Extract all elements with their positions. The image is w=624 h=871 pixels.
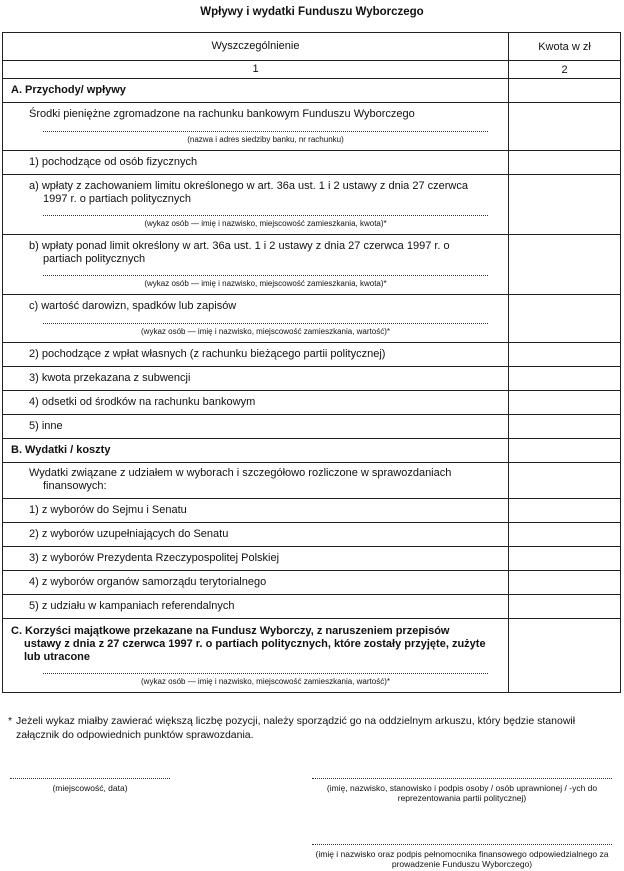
table-row [3,619,620,692]
amount-cell[interactable] [509,523,620,546]
header-amount: Kwota w zł [538,40,591,53]
amount-cell[interactable] [509,175,620,234]
footnote-mark: * [8,715,13,727]
fill-in-line[interactable] [43,323,488,324]
table-row [3,499,620,523]
section-b-heading: B. Wydatki / koszty [11,444,111,456]
financial-agent-signature-line[interactable] [312,844,612,845]
table-row [3,415,620,439]
row-caption: (wykaz osób — imię i nazwisko, miejscowość zamieszkania, kwota)* [144,219,387,228]
amount-cell[interactable] [509,547,620,570]
row-label: 5) inne [29,420,63,432]
row-label: c) wartość darowizn, spadków lub zapisów [29,300,237,312]
table-row [3,151,620,175]
table-number-row [3,61,620,79]
table-row [3,367,620,391]
table-row [3,103,620,151]
table-row [3,595,620,619]
row-caption: (wykaz osób — imię i nazwisko, miejscowość zamieszkania, wartość)* [141,327,390,336]
fill-in-line[interactable] [43,275,488,276]
table-row [3,523,620,547]
row-label: 1) pochodzące od osób fizycznych [29,156,198,168]
amount-cell[interactable] [509,295,620,342]
table-row [3,571,620,595]
amount-cell[interactable] [509,499,620,522]
footnote [8,714,618,742]
amount-cell[interactable] [509,571,620,594]
column-number-2: 2 [561,63,568,76]
row-label: 2) z wyborów uzupełniających do Senatu [29,528,229,540]
row-label: 3) kwota przekazana z subwencji [29,372,191,384]
table-row [3,439,620,463]
row-label: a) wpłaty z zachowaniem limitu określonego w art. 36a ust. 1 i 2 ustawy z dnia 27 czerwca 1997 r. o partiach politycznych [29,180,468,205]
row-label: 3) z wyborów Prezydenta Rzeczypospolitej Polskiej [29,552,280,564]
row-caption: (nazwa i adres siedziby banku, nr rachunku) [187,135,344,144]
amount-cell[interactable] [509,235,620,294]
row-label: b) wpłaty ponad limit określony w art. 36a ust. 1 i 2 ustawy z dnia 27 czerwca 1997 r. o partiach politycznych [29,240,450,265]
amount-cell[interactable] [509,79,620,102]
table-row [3,79,620,103]
representative-signature-caption: (imię, nazwisko, stanowisko i podpis osoby / osób uprawnionej / -ych do reprezentowania partii politycznej) [326,783,598,803]
row-label: 5) z udziału w kampaniach referendalnych [29,600,235,612]
amount-cell[interactable] [509,151,620,174]
amount-cell[interactable] [509,391,620,414]
footnote-text: Jeżeli wykaz miałby zawierać większą liczbę pozycji, należy sporządzić go na oddzielnym arkuszu, który będzie stanowił załącznik do odpowiednich punktów sprawozdania. [16,715,576,741]
header-description: Wyszczególnienie [3,33,509,60]
place-date-line[interactable] [10,778,170,779]
financial-agent-signature-caption: (imię i nazwisko oraz podpis pełnomocnika finansowego odpowiedzialnego za prowadzenie Funduszu Wyborczego) [315,849,609,869]
section-c-heading: C. Korzyści majątkowe przekazane na Fundusz Wyborczy, z naruszeniem przepisów ustawy z dnia z 27 czerwca 1997 r. o partiach politycznych, które zostały przyjęte, zużyte lub utracone [11,625,486,663]
row-label: 1) z wyborów do Sejmu i Senatu [29,504,187,516]
row-caption: (wykaz osób — imię i nazwisko, miejscowość zamieszkania, wartość)* [141,677,390,686]
row-label: Środki pieniężne zgromadzone na rachunku bankowym Funduszu Wyborczego [29,108,415,120]
table-row [3,343,620,367]
amount-cell[interactable] [509,463,620,498]
representative-signature-line[interactable] [312,778,612,779]
table-header-row [3,33,620,61]
row-caption: (wykaz osób — imię i nazwisko, miejscowość zamieszkania, kwota)* [144,279,387,288]
row-label: 4) odsetki od środków na rachunku bankowym [29,396,256,408]
column-number-1: 1 [3,61,509,78]
table-row [3,295,620,343]
table-row [3,547,620,571]
fill-in-line[interactable] [43,673,488,674]
amount-cell[interactable] [509,367,620,390]
row-label: 2) pochodzące z wpłat własnych (z rachunku bieżącego partii politycznej) [29,348,386,360]
table-row [3,175,620,235]
fill-in-line[interactable] [43,131,488,132]
amount-cell[interactable] [509,595,620,618]
place-date-caption: (miejscowość, data) [52,783,128,793]
amount-cell[interactable] [509,343,620,366]
amount-cell[interactable] [509,103,620,150]
table-row [3,235,620,295]
amount-cell[interactable] [509,619,620,692]
row-label: 4) z wyborów organów samorządu terytorialnego [29,576,267,588]
amount-cell[interactable] [509,415,620,438]
section-a-heading: A. Przychody/ wpływy [11,84,126,96]
amount-cell[interactable] [509,439,620,462]
document-title: Wpływy i wydatki Funduszu Wyborczego [200,6,424,18]
table-row [3,391,620,415]
table-row [3,463,620,499]
row-label: Wydatki związane z udziałem w wyborach i szczegółowo rozliczone w sprawozdaniach finansowych: [29,467,452,492]
funds-table [2,32,621,693]
fill-in-line[interactable] [43,215,488,216]
